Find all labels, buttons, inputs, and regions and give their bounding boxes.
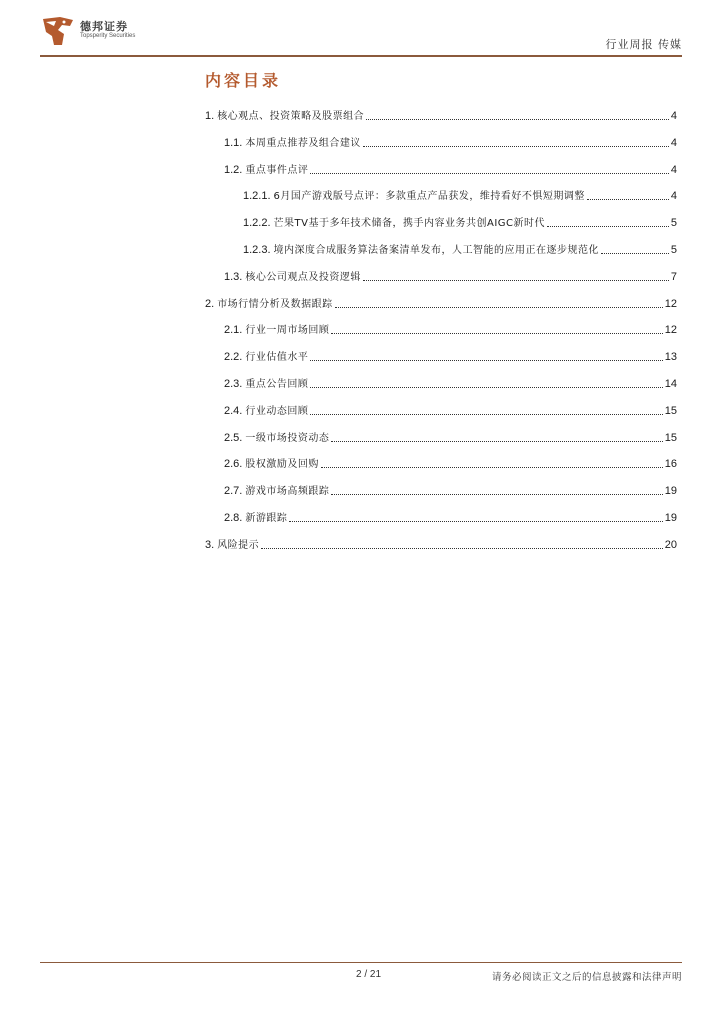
toc-leader-dots (321, 466, 663, 468)
toc-leader-dots (331, 332, 662, 334)
toc-entry-label: 6月国产游戏版号点评：多款重点产品获发，维持看好不惧短期调整 (273, 191, 585, 202)
toc-entry[interactable] (224, 431, 677, 445)
brand-logo (40, 14, 180, 48)
toc-entry-number: 1.2. (224, 164, 243, 176)
toc-entry-page: 19 (664, 485, 677, 497)
toc-entry-page: 12 (664, 298, 677, 310)
toc-entry-page: 5 (670, 244, 677, 256)
toc-entry[interactable] (224, 377, 677, 391)
toc-leader-dots (601, 252, 669, 254)
toc-entry-number: 1. (205, 110, 215, 122)
toc-entry-page: 4 (670, 164, 677, 176)
toc-leader-dots (289, 520, 662, 522)
toc-entry-page: 7 (670, 271, 677, 283)
toc-leader-dots (547, 225, 669, 227)
toc-entry-number: 2.1. (224, 324, 243, 336)
toc-entry-number: 2.6. (224, 458, 243, 470)
page-header (0, 0, 724, 60)
toc-entry-label: 行业动态回顾 (245, 406, 309, 417)
toc-entry-label: 新游跟踪 (245, 513, 288, 524)
toc-entry-number: 3. (205, 539, 215, 551)
toc-title: 内容目录 (205, 71, 282, 90)
header-rule (40, 55, 682, 57)
toc-entry-label: 一级市场投资动态 (245, 433, 330, 444)
toc-entry-number: 1.3. (224, 271, 243, 283)
toc-entry[interactable] (224, 163, 677, 177)
toc-entry[interactable] (224, 457, 677, 471)
toc-leader-dots (310, 172, 669, 174)
toc-leader-dots (331, 493, 662, 495)
toc-entry-page: 15 (664, 405, 677, 417)
toc-entry[interactable] (224, 270, 677, 284)
toc-entry[interactable] (224, 484, 677, 498)
footer-page-number: 2 / 21 (356, 969, 382, 980)
toc-entry[interactable] (224, 511, 677, 525)
toc-entry-label: 行业一周市场回顾 (245, 325, 330, 336)
toc-entry-number: 1.2.3. (243, 244, 271, 256)
toc-entry[interactable] (205, 297, 677, 311)
brand-logo-icon (40, 14, 76, 48)
toc-leader-dots (310, 386, 662, 388)
toc-entry-label: 境内深度合成服务算法备案清单发布，人工智能的应用正在逐步规范化 (273, 245, 600, 256)
toc-entry-page: 4 (670, 110, 677, 122)
toc-entry-number: 2.4. (224, 405, 243, 417)
footer-rule (40, 962, 682, 963)
toc-entry[interactable] (224, 136, 677, 150)
toc-entry-number: 2. (205, 298, 215, 310)
toc-entry-number: 1.2.1. (243, 190, 271, 202)
toc-entry-label: 芒果TV基于多年技术储备，携手内容业务共创AIGC新时代 (273, 218, 546, 229)
toc-entry-page: 13 (664, 351, 677, 363)
toc-entry-label: 市场行情分析及数据跟踪 (217, 299, 333, 310)
toc-entry-number: 1.2.2. (243, 217, 271, 229)
toc-entry[interactable] (205, 109, 677, 123)
toc-entry-number: 2.5. (224, 432, 243, 444)
brand-name-cn: 德邦证券 (80, 20, 128, 33)
toc-entry-label: 游戏市场高频跟踪 (245, 486, 330, 497)
toc-entry-label: 行业估值水平 (245, 352, 309, 363)
toc-entry-page: 16 (664, 458, 677, 470)
toc-entry-label: 本周重点推荐及组合建议 (245, 138, 361, 149)
toc-leader-dots (363, 145, 669, 147)
report-type: 行业周报 传媒 (605, 38, 682, 51)
toc-leader-dots (335, 306, 663, 308)
toc-entry-page: 4 (670, 190, 677, 202)
toc-entry-number: 2.7. (224, 485, 243, 497)
toc-entry-label: 核心观点、投资策略及股票组合 (217, 111, 365, 122)
toc-entry[interactable] (224, 404, 677, 418)
toc-leader-dots (310, 359, 662, 361)
toc-entry-label: 核心公司观点及投资逻辑 (245, 272, 361, 283)
toc-entry-label: 风险提示 (217, 540, 260, 551)
brand-name-en: Topsperity Securities (80, 33, 136, 39)
toc-leader-dots (261, 547, 663, 549)
toc-leader-dots (331, 440, 662, 442)
toc-entry[interactable] (243, 216, 677, 230)
toc-entry[interactable] (205, 538, 677, 552)
toc-entry[interactable] (224, 350, 677, 364)
toc-entry-number: 1.1. (224, 137, 243, 149)
toc-entry[interactable] (243, 243, 677, 257)
toc-leader-dots (363, 279, 669, 281)
toc-entry-page: 12 (664, 324, 677, 336)
toc-entry-label: 重点公告回顾 (245, 379, 309, 390)
toc-entry[interactable] (243, 189, 677, 203)
toc-entry-page: 20 (664, 539, 677, 551)
toc-entry-page: 5 (670, 217, 677, 229)
toc-entry-number: 2.8. (224, 512, 243, 524)
toc-leader-dots (310, 413, 662, 415)
toc-entry-number: 2.2. (224, 351, 243, 363)
toc-entry-page: 19 (664, 512, 677, 524)
toc-entry-label: 股权激励及回购 (245, 459, 319, 470)
footer-disclaimer: 请务必阅读正文之后的信息披露和法律声明 (491, 972, 682, 983)
toc-entry-page: 4 (670, 137, 677, 149)
toc-entry-page: 14 (664, 378, 677, 390)
toc-leader-dots (587, 198, 669, 200)
toc-leader-dots (366, 118, 669, 120)
toc-entry[interactable] (224, 323, 677, 337)
toc-entry-label: 重点事件点评 (245, 165, 309, 176)
toc-entry-number: 2.3. (224, 378, 243, 390)
toc-entry-page: 15 (664, 432, 677, 444)
